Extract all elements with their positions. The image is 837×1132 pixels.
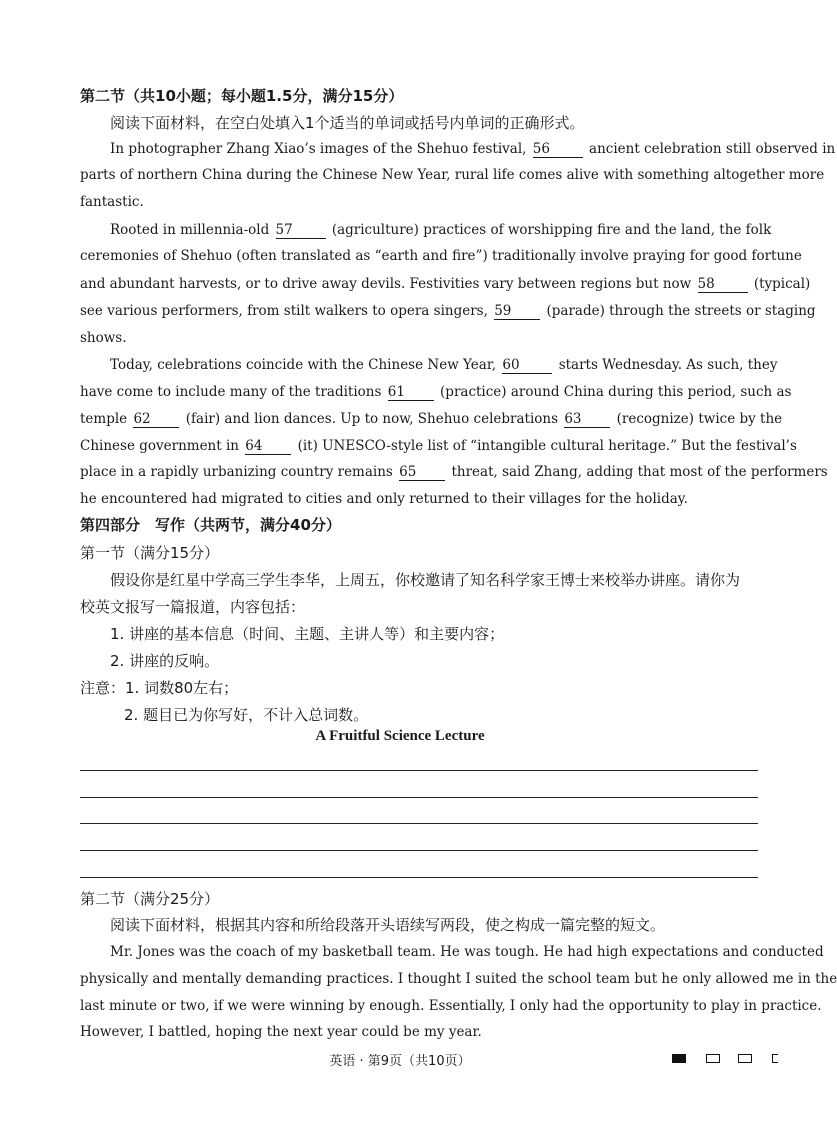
story-line: Mr. Jones was the coach of my basketball team. He was tough. He had high expectations and conducted xyxy=(110,944,824,960)
passage-line: parts of northern China during the Chinese New Year, rural life comes alive with something altogether more xyxy=(80,167,825,183)
passage-line: and abundant harvests, or to drive away devils. Festivities vary between regions but now 58 (typical) xyxy=(80,276,811,292)
writing-prompt-line: 校英文报写一篇报道，内容包括： xyxy=(80,598,306,616)
note-1: 注意：1. 词数80左右； xyxy=(80,679,239,697)
passage-line: ceremonies of Shehuo (often translated as “earth and fire”) traditionally involve praying for good fortune xyxy=(80,248,802,264)
page-footer: 英语 · 第9页（共10页） xyxy=(329,1054,471,1069)
continuation-instruction: 阅读下面材料，根据其内容和所给段落开头语续写两段，使之构成一篇完整的短文。 xyxy=(110,916,666,934)
writing-line[interactable] xyxy=(80,877,758,878)
writing-prompt-line: 假设你是红星中学高三学生李华，上周五，你校邀请了知名科学家王博士来校举办讲座。请你为 xyxy=(110,571,741,589)
passage-line: fantastic. xyxy=(80,194,144,210)
cloze-instruction: 阅读下面材料，在空白处填入1个适当的单词或括号内单词的正确形式。 xyxy=(110,114,585,132)
blank-61[interactable]: 61 xyxy=(388,384,434,401)
subsection-heading-2: 第二节（满分25分） xyxy=(80,890,220,908)
prompt-item-2: 2. 讲座的反响。 xyxy=(110,652,220,670)
passage-line: have come to include many of the traditions 61 (practice) around China during this period, such as xyxy=(80,384,792,400)
blank-60[interactable]: 60 xyxy=(502,357,552,374)
blank-56[interactable]: 56 xyxy=(533,141,583,158)
passage-line: he encountered had migrated to cities and only returned to their villages for the holiday. xyxy=(80,491,688,507)
writing-line[interactable] xyxy=(80,850,758,851)
passage-line: see various performers, from stilt walkers to opera singers, 59 (parade) through the streets or staging xyxy=(80,303,816,319)
subsection-heading-1: 第一节（满分15分） xyxy=(80,544,220,562)
blank-57[interactable]: 57 xyxy=(276,222,326,239)
empty-box-icon xyxy=(706,1054,720,1063)
writing-line[interactable] xyxy=(80,770,758,771)
writing-line[interactable] xyxy=(80,797,758,798)
empty-box-icon xyxy=(738,1054,752,1063)
passage-line: Chinese government in 64 (it) UNESCO-style list of “intangible cultural heritage.” But the festival’s xyxy=(80,438,797,454)
section-heading-writing: 第四部分 写作（共两节，满分40分） xyxy=(80,516,341,534)
passage-line: Today, celebrations coincide with the Chinese New Year, 60 starts Wednesday. As such, they xyxy=(110,357,778,373)
essay-title: A Fruitful Science Lecture xyxy=(315,728,485,744)
passage-line: place in a rapidly urbanizing country remains 65 threat, said Zhang, adding that most of the performers xyxy=(80,464,828,480)
passage-line: temple 62 (fair) and lion dances. Up to now, Shehuo celebrations 63 (recognize) twice by the xyxy=(80,411,783,427)
passage-line: In photographer Zhang Xiao’s images of the Shehuo festival, 56 ancient celebration still observed in xyxy=(110,141,836,157)
filled-mark-icon xyxy=(672,1054,686,1063)
blank-58[interactable]: 58 xyxy=(698,276,748,293)
note-2: 2. 题目已为你写好，不计入总词数。 xyxy=(124,706,369,724)
blank-64[interactable]: 64 xyxy=(245,438,291,455)
partial-box-icon xyxy=(772,1054,778,1063)
passage-line: shows. xyxy=(80,330,127,346)
passage-line: Rooted in millennia-old 57 (agriculture) practices of worshipping fire and the land, the folk xyxy=(110,222,772,238)
blank-63[interactable]: 63 xyxy=(564,411,610,428)
story-line: However, I battled, hoping the next year could be my year. xyxy=(80,1024,482,1040)
story-line: last minute or two, if we were winning by enough. Essentially, I only had the opportunity to play in practice. xyxy=(80,998,822,1014)
blank-65[interactable]: 65 xyxy=(399,464,445,481)
writing-line[interactable] xyxy=(80,823,758,824)
prompt-item-1: 1. 讲座的基本信息（时间、主题、主讲人等）和主要内容； xyxy=(110,625,505,643)
story-line: physically and mentally demanding practices. I thought I suited the school team but he only allowed me in the xyxy=(80,971,837,987)
section-heading-cloze: 第二节（共10小题；每小题1.5分，满分15分） xyxy=(80,87,404,105)
blank-62[interactable]: 62 xyxy=(133,411,179,428)
blank-59[interactable]: 59 xyxy=(494,303,540,320)
